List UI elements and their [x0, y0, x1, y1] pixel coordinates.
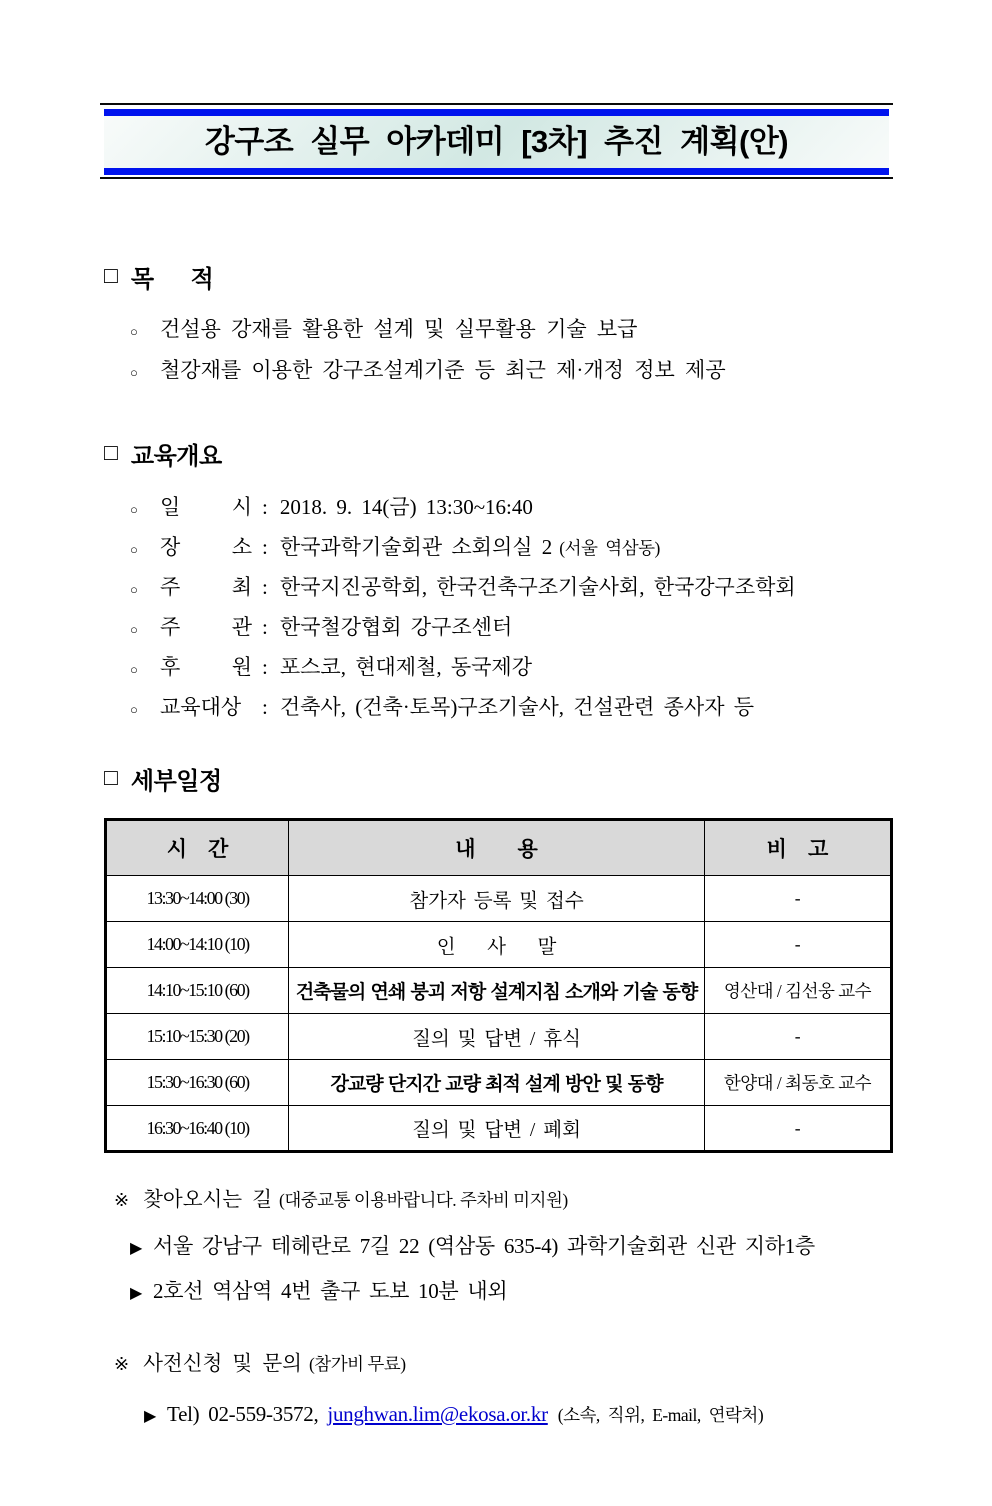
- schedule-header: [104, 761, 893, 796]
- colon-separator: :: [262, 495, 268, 519]
- circle-bullet-icon: ○: [130, 365, 138, 380]
- cell-remark: -: [704, 876, 891, 922]
- circle-bullet-icon: ○: [130, 542, 138, 557]
- list-item: [130, 689, 893, 729]
- note-registration-sub: (참가비 무료): [308, 1354, 406, 1374]
- cell-content: 참가자 등록 및 접수: [289, 876, 705, 922]
- phone-number: Tel) 02-559-3572,: [167, 1402, 319, 1426]
- list-item: [130, 649, 893, 689]
- field-value: 포스코, 현대제철, 동국제강: [279, 655, 532, 679]
- section-overview: [104, 436, 893, 729]
- overview-items: [104, 489, 893, 729]
- list-item: [130, 609, 893, 649]
- overview-header: [104, 436, 893, 471]
- circle-bullet-icon: ○: [130, 622, 138, 637]
- list-item: [130, 351, 893, 392]
- purpose-title: 목 적: [130, 266, 214, 293]
- table-row: [106, 1014, 892, 1060]
- table-header-row: [106, 820, 892, 876]
- field-note: (서울 역삼동): [559, 538, 660, 558]
- triangle-arrow-icon: ▶: [144, 1408, 157, 1425]
- reference-mark-icon: ※: [114, 1190, 130, 1210]
- note-directions-head: [100, 1185, 893, 1215]
- purpose-items: [104, 310, 893, 392]
- circle-bullet-icon: ○: [130, 582, 138, 597]
- colon-separator: :: [262, 655, 268, 679]
- field-label: 후 원: [160, 655, 252, 679]
- cell-time: 15:30~16:30 (60): [106, 1060, 289, 1106]
- title-banner: [100, 103, 893, 179]
- colon-separator: :: [262, 535, 268, 559]
- colon-separator: :: [262, 695, 268, 719]
- circle-bullet-icon: ○: [130, 702, 138, 717]
- schedule-table: [104, 818, 893, 1153]
- cell-remark: 한양대 / 최동호 교수: [704, 1060, 891, 1106]
- cell-content: 건축물의 연쇄 붕괴 저항 설계지침 소개와 기술 동향: [289, 968, 705, 1014]
- document-page: [0, 103, 992, 1438]
- cell-content: 강교량 단지간 교량 최적 설계 방안 및 동향: [289, 1060, 705, 1106]
- title-banner-inner: [104, 109, 889, 175]
- page-title: 강구조 실무 아카데미 [3차] 추진 계획(안): [204, 124, 789, 159]
- field-label: 일 시: [160, 495, 252, 519]
- direction-text: 2호선 역삼역 4번 출구 도보 10분 내외: [153, 1279, 508, 1303]
- column-header-content: 내 용: [289, 820, 705, 876]
- list-item: [130, 1270, 893, 1315]
- note-registration: [100, 1349, 893, 1438]
- square-marker-icon: □: [104, 764, 118, 790]
- field-value: 한국과학기술회관 소회의실 2: [279, 535, 553, 559]
- square-marker-icon: □: [104, 439, 118, 465]
- cell-remark: 영산대 / 김선웅 교수: [704, 968, 891, 1014]
- contact-fields-note: (소속, 직위, E-mail, 연락처): [557, 1405, 764, 1425]
- field-value: 한국철강협회 강구조센터: [279, 615, 513, 639]
- table-row: [106, 922, 892, 968]
- table-row: [106, 876, 892, 922]
- reference-mark-icon: ※: [114, 1354, 130, 1374]
- note-directions-sub: (대중교통 이용바랍니다. 주차비 미지원): [279, 1190, 568, 1210]
- list-item: [130, 1225, 893, 1270]
- triangle-arrow-icon: ▶: [130, 1285, 143, 1302]
- cell-time: 14:10~15:10 (60): [106, 968, 289, 1014]
- contact-line: [144, 1393, 893, 1438]
- purpose-item-text: 건설용 강재를 활용한 설계 및 실무활용 기술 보급: [160, 317, 638, 341]
- list-item: [130, 529, 893, 569]
- cell-remark: -: [704, 922, 891, 968]
- circle-bullet-icon: ○: [130, 324, 138, 339]
- cell-remark: -: [704, 1014, 891, 1060]
- note-directions-title: 찾아오시는 길: [143, 1189, 273, 1211]
- purpose-item-text: 철강재를 이용한 강구조설계기준 등 최근 제·개정 정보 제공: [160, 358, 726, 382]
- field-value: 건축사, (건축·토목)구조기술사, 건설관련 종사자 등: [279, 695, 755, 719]
- cell-content: 질의 및 답변 / 폐회: [289, 1106, 705, 1152]
- purpose-header: [104, 259, 893, 294]
- cell-time: 14:00~14:10 (10): [106, 922, 289, 968]
- field-value: 한국지진공학회, 한국건축구조기술사회, 한국강구조학회: [279, 575, 796, 599]
- cell-remark: -: [704, 1106, 891, 1152]
- note-registration-title: 사전신청 및 문의: [143, 1353, 302, 1375]
- list-item: [130, 489, 893, 529]
- field-label: 주 관: [160, 615, 252, 639]
- colon-separator: :: [262, 615, 268, 639]
- column-header-remark: 비 고: [704, 820, 891, 876]
- circle-bullet-icon: ○: [130, 502, 138, 517]
- note-registration-items: [100, 1393, 893, 1438]
- table-row: [106, 968, 892, 1014]
- table-row: [106, 1106, 892, 1152]
- table-row: [106, 1060, 892, 1106]
- list-item: [130, 569, 893, 609]
- overview-title: 교육개요: [130, 443, 222, 470]
- section-schedule: [104, 761, 893, 1153]
- note-directions: [100, 1185, 893, 1315]
- triangle-arrow-icon: ▶: [130, 1240, 143, 1257]
- schedule-title: 세부일정: [130, 768, 222, 795]
- email-link[interactable]: junghwan.lim@ekosa.or.kr: [327, 1402, 548, 1426]
- field-label: 주 최: [160, 575, 252, 599]
- cell-time: 16:30~16:40 (10): [106, 1106, 289, 1152]
- field-label: 장 소: [160, 535, 252, 559]
- field-label: 교육대상: [160, 695, 242, 719]
- cell-content: 질의 및 답변 / 휴식: [289, 1014, 705, 1060]
- note-registration-head: [100, 1349, 893, 1379]
- column-header-time: 시 간: [106, 820, 289, 876]
- direction-text: 서울 강남구 테헤란로 7길 22 (역삼동 635-4) 과학기술회관 신관 지하1층: [153, 1234, 815, 1258]
- colon-separator: :: [262, 575, 268, 599]
- cell-time: 13:30~14:00 (30): [106, 876, 289, 922]
- square-marker-icon: □: [104, 262, 118, 288]
- section-purpose: [104, 259, 893, 392]
- note-directions-items: [100, 1225, 893, 1315]
- cell-content: 인 사 말: [289, 922, 705, 968]
- field-value: 2018. 9. 14(금) 13:30~16:40: [279, 495, 533, 519]
- cell-time: 15:10~15:30 (20): [106, 1014, 289, 1060]
- list-item: [130, 310, 893, 351]
- circle-bullet-icon: ○: [130, 662, 138, 677]
